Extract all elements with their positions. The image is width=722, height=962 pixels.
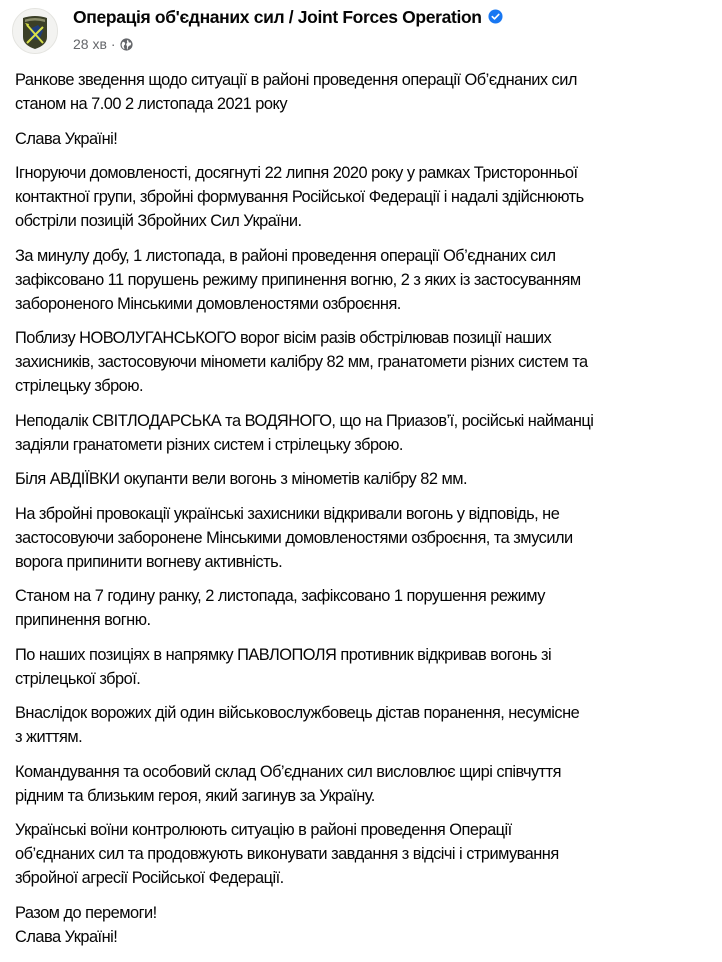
post-paragraph xyxy=(15,701,715,749)
text-line: рідним та близьким героя, який загинув за Україну. xyxy=(15,785,375,805)
text-line: захисників, застосовуючи міномети калібру 82 мм, гранатомети різних систем та xyxy=(15,352,588,371)
post-paragraph xyxy=(15,584,715,632)
post-paragraph xyxy=(15,818,715,890)
text-line: задіяли гранатомети різних систем і стрілецьку зброю. xyxy=(15,434,403,454)
text-line: застосовуючи заборонене Мінськими домовленостями озброєння, та змусили xyxy=(15,527,573,547)
post-paragraph-closing xyxy=(15,901,715,949)
text-line: ворога припинити вогневу активність. xyxy=(15,551,283,571)
post-header xyxy=(0,0,722,62)
post-body xyxy=(15,68,715,959)
text-line: об’єднаних сил та продовжують виконувати завдання з відсічі і стримування xyxy=(15,844,559,863)
text-line: з життям. xyxy=(15,727,83,746)
text-line: контактної групи, збройні формування Російської Федерації і надалі здійснюють xyxy=(15,187,584,206)
page-avatar[interactable] xyxy=(12,8,58,54)
post-paragraph xyxy=(15,127,715,151)
text-line: Ігноруючи домовленості, досягнуті 22 липня 2020 року у рамках Тристоронньої xyxy=(15,163,578,182)
post-paragraph xyxy=(15,502,715,574)
globe-icon[interactable] xyxy=(120,38,133,51)
page-name-link[interactable] xyxy=(73,7,503,28)
text-line: зафіксовано 11 порушень режиму припинення вогню, 2 з яких із застосуванням xyxy=(15,269,581,289)
page-name[interactable]: Операція об'єднаних сил / Joint Forces Operation xyxy=(73,7,482,27)
text-line: Разом до перемоги! xyxy=(15,902,157,922)
jfo-emblem-icon xyxy=(13,9,57,53)
post-paragraph xyxy=(15,244,715,316)
text-line: Командування та особовий склад Об’єднаних сил висловлює щирі співчуття xyxy=(15,761,562,781)
text-line: Слава Україні! xyxy=(15,926,118,946)
text-line: обстріли позицій Збройних Сил України. xyxy=(15,211,302,230)
post-meta xyxy=(73,36,133,52)
text-line: стрілецьку зброю. xyxy=(15,376,144,395)
post-paragraph xyxy=(15,161,715,233)
text-line: припинення вогню. xyxy=(15,610,151,629)
post-paragraph xyxy=(15,467,715,491)
text-line: Ранкове зведення щодо ситуації в районі проведення операції Об’єднаних сил xyxy=(15,70,577,89)
post-paragraph xyxy=(15,409,715,457)
text-line: Слава Україні! xyxy=(15,128,118,148)
text-line: По наших позиціях в напрямку ПАВЛОПОЛЯ противник відкривав вогонь зі xyxy=(15,644,552,664)
text-line: Біля АВДІЇВКИ окупанти вели вогонь з мінометів калібру 82 мм. xyxy=(15,469,467,488)
text-line: За минулу добу, 1 листопада, в районі проведення операції Об’єднаних сил xyxy=(15,245,556,265)
text-line: На збройні провокації українські захисники відкривали вогонь у відповідь, не xyxy=(15,503,560,523)
post-paragraph-heading xyxy=(15,68,715,116)
text-line: збройної агресії Російської Федерації. xyxy=(15,868,284,887)
text-line: забороненого Мінськими домовленостями озброєння. xyxy=(15,293,401,313)
verified-badge-icon xyxy=(488,9,503,24)
text-line: Українські воїни контролюють ситуацію в районі проведення Операції xyxy=(15,820,512,839)
post-timestamp[interactable]: 28 хв xyxy=(73,36,107,52)
meta-separator: · xyxy=(110,36,116,52)
text-line: Внаслідок ворожих дій один військовослужбовець дістав поранення, несумісне xyxy=(15,703,580,722)
post-paragraph xyxy=(15,643,715,691)
post-paragraph xyxy=(15,760,715,808)
text-line: станом на 7.00 2 листопада 2021 року xyxy=(15,94,287,113)
text-line: Станом на 7 годину ранку, 2 листопада, зафіксовано 1 порушення режиму xyxy=(15,586,545,605)
text-line: Неподалік СВІТЛОДАРСЬКА та ВОДЯНОГО, що на Приазов’ї, російські найманці xyxy=(15,410,594,430)
text-line: Поблизу НОВОЛУГАНСЬКОГО ворог вісім разів обстрілював позиції наших xyxy=(15,328,552,347)
post-paragraph xyxy=(15,326,715,398)
text-line: стрілецької зброї. xyxy=(15,668,141,688)
